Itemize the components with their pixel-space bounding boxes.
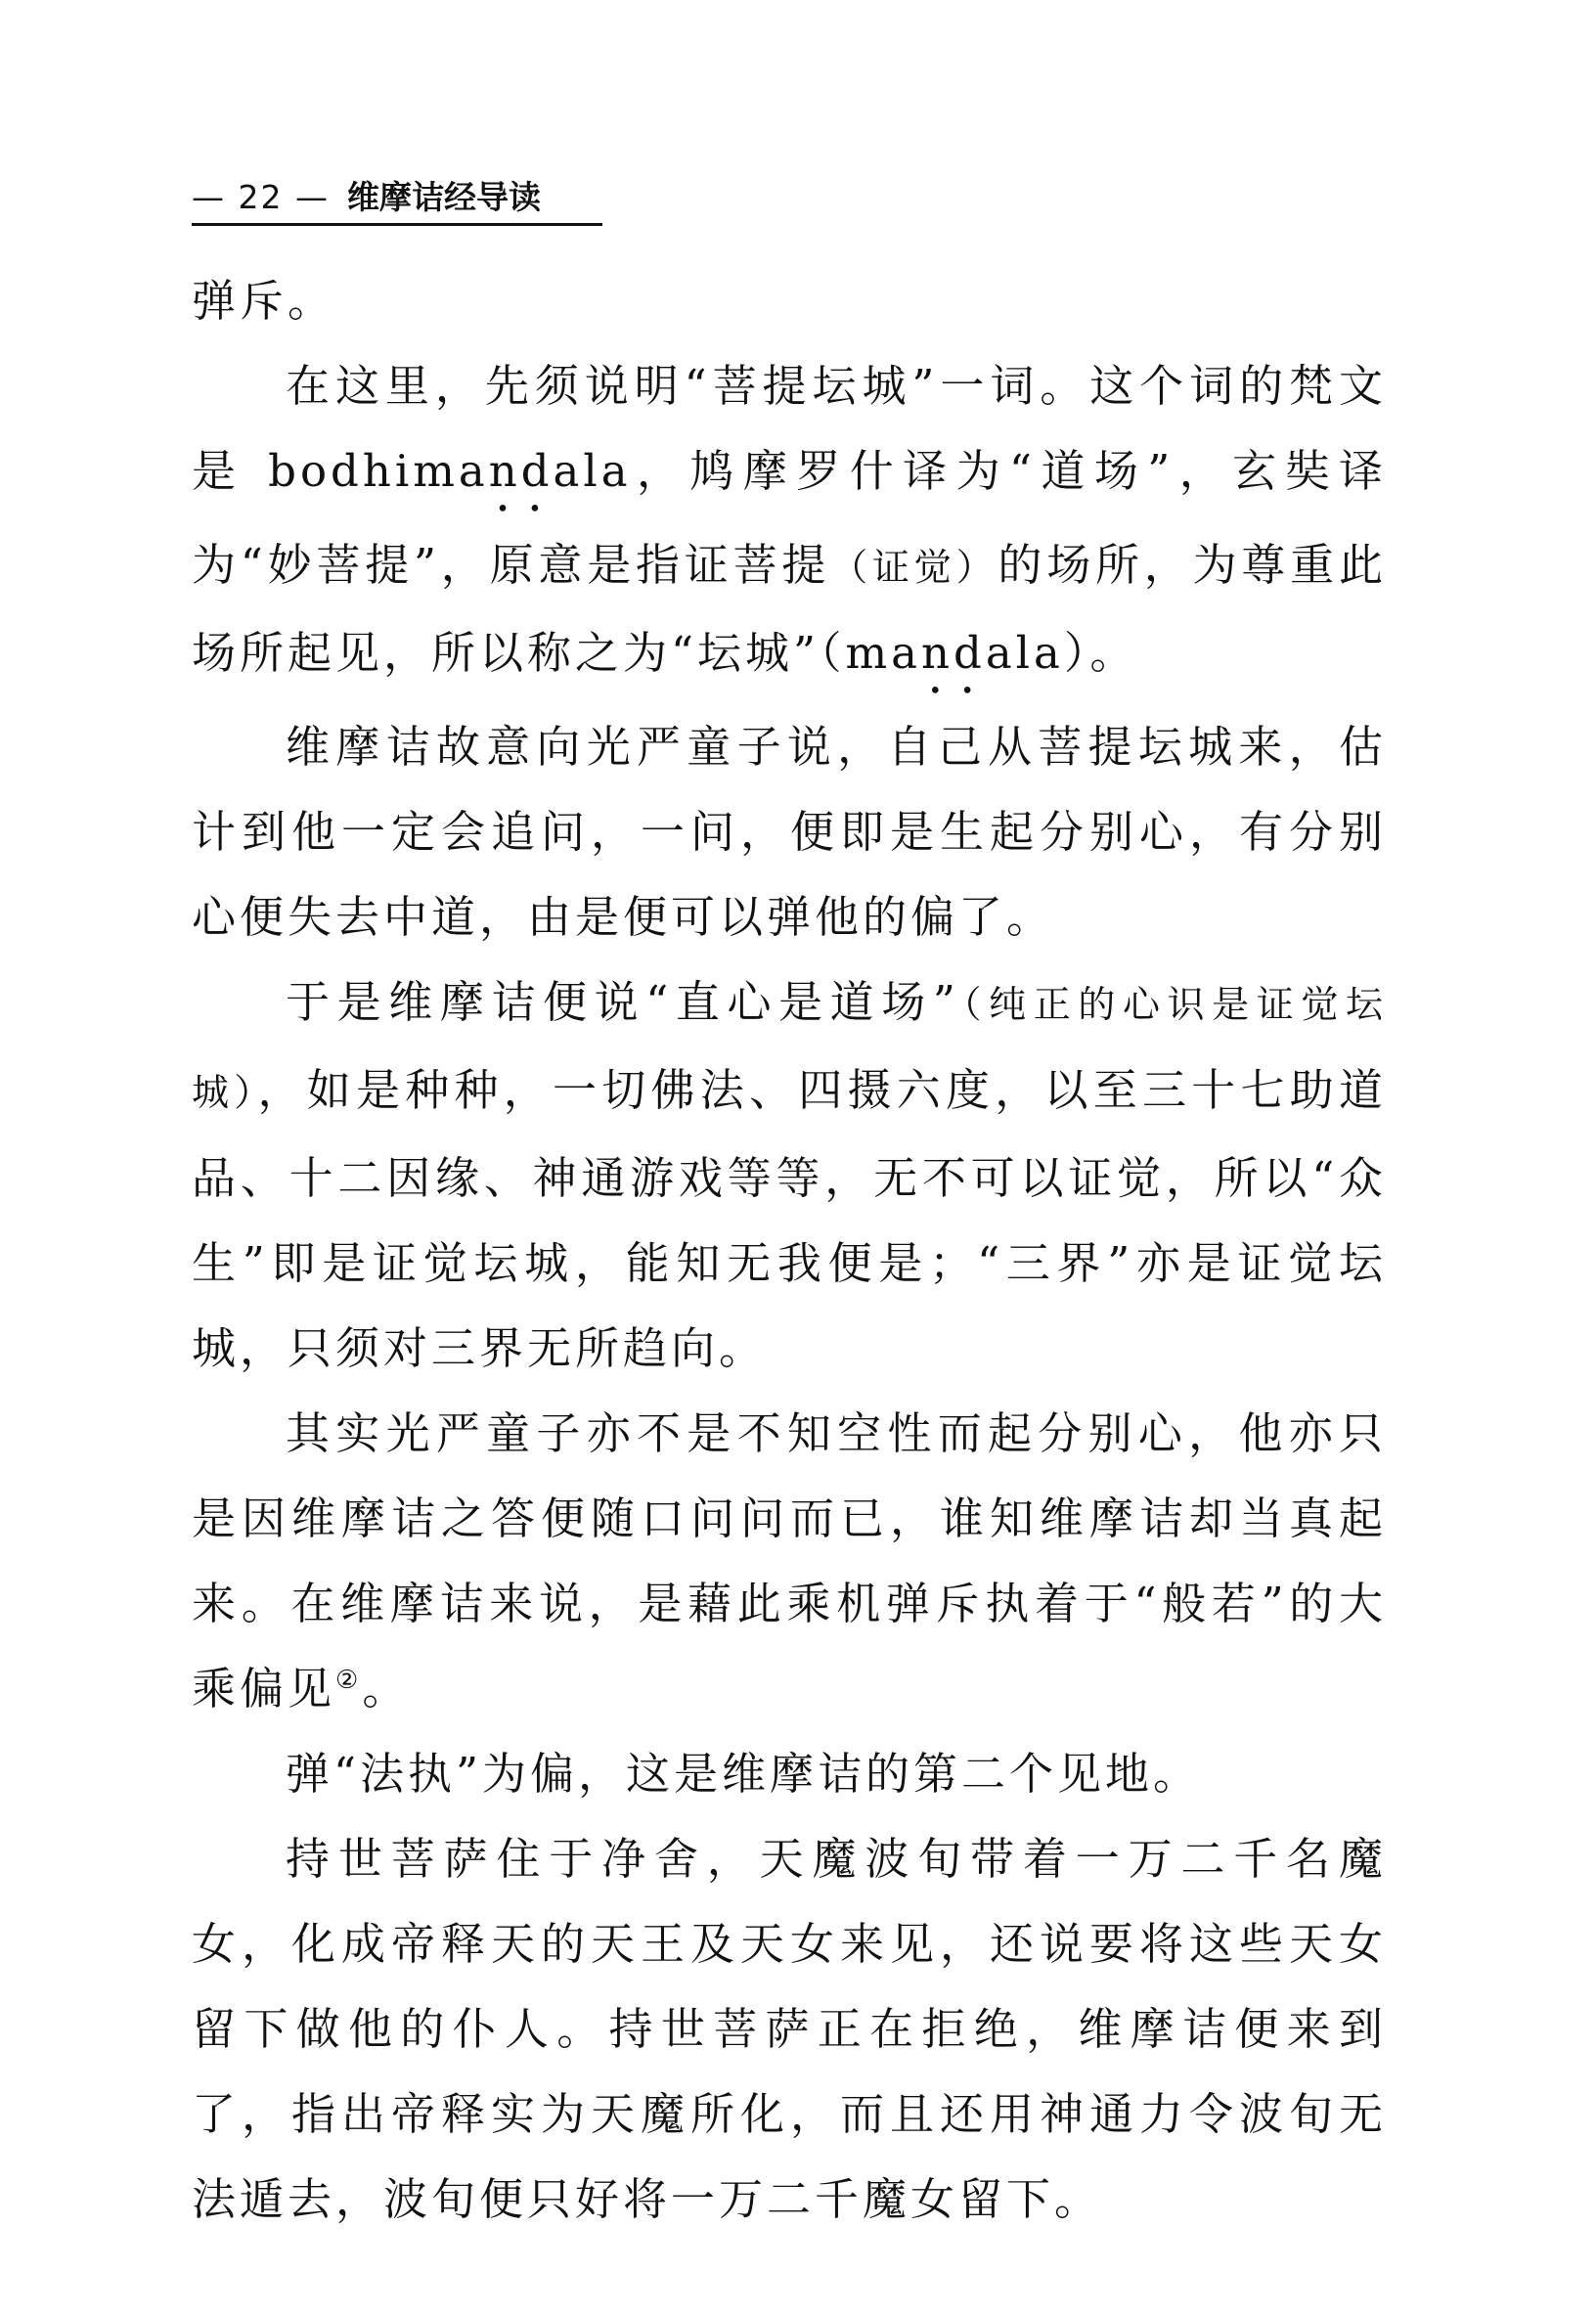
paragraph-7-text: 持世菩萨住于净舍，天魔波旬带着一万二千名魔女，化成帝释天的天王及天女来见，还说要将这些天女留下做他的仆人。持世菩萨正在拒绝，维摩诘便来到了，指出帝释实为天魔所化，而且还用神通力令波旬无法遁去，波旬便只好将一万二千魔女留下。 bbox=[192, 1833, 1387, 2225]
paragraph-4-part-a: 于是维摩诘便说“直心是道场” bbox=[286, 976, 959, 1028]
inline-gloss: （纯正的心识是证觉坛城） bbox=[192, 983, 1387, 1114]
footnote-marker[interactable]: ② bbox=[335, 1666, 363, 1695]
paragraph-3 bbox=[192, 704, 1387, 959]
paragraph-6 bbox=[192, 1731, 1387, 1816]
paragraph-3-text: 维摩诘故意向光严童子说，自己从菩提坛城来，估计到他一定会追问，一问，便即是生起分别心，有分别心便失去中道，由是便可以弹他的偏了。 bbox=[192, 721, 1387, 943]
page-number: — 22 — bbox=[192, 178, 330, 216]
emphasized-letters: nd bbox=[921, 627, 986, 679]
paragraph-2 bbox=[192, 343, 1387, 704]
paragraph-6-text: 弹“法执”为偏，这是维摩诘的第二个见地。 bbox=[286, 1748, 1202, 1800]
paragraph-5-part-a: 其实光严童子亦不是不知空性而起分别心，他亦只是因维摩诘之答便随口问问而已，谁知维摩诘却当真起来。在维摩诘来说，是藉此乘机弹斥执着于“般若”的大乘偏见 bbox=[192, 1407, 1387, 1715]
emphasized-letters: nd bbox=[488, 445, 554, 497]
inline-gloss: （证觉） bbox=[830, 546, 998, 589]
paragraph-7 bbox=[192, 1816, 1387, 2242]
running-header bbox=[192, 174, 602, 226]
paragraph-2-part-g: ala）。 bbox=[985, 627, 1138, 679]
paragraph-1-text: 弹斥。 bbox=[192, 275, 336, 327]
paragraph-4-part-c: ，如是种种，一切佛法、四摄六度，以至三十七助道品、十二因缘、神通游戏等等，无不可以证觉，所以“众生”即是证觉坛城，能知无我便是；“三界”亦是证觉坛城，只须对三界无所趋向。 bbox=[192, 1064, 1387, 1374]
paragraph-5-part-b: 。 bbox=[362, 1663, 411, 1715]
paragraph-2-part-a: 在这里，先须说明“菩提坛城”一词。这个词的梵文是 bodhima bbox=[192, 360, 1387, 497]
paragraph-5 bbox=[192, 1391, 1387, 1731]
paragraph-2-part-c: ala，鸠摩罗什译为“道场”，玄奘译为“妙菩提”，原意是指证菩提 bbox=[192, 445, 1388, 591]
paragraph-1 bbox=[192, 258, 1387, 343]
paragraph-2-part-e: 的场所，为尊重此场所起见，所以称之为“坛城”（ma bbox=[192, 539, 1387, 679]
paragraph-4 bbox=[192, 959, 1387, 1391]
book-title: 维摩诘经导读 bbox=[346, 178, 541, 216]
main-text bbox=[192, 258, 1387, 2242]
